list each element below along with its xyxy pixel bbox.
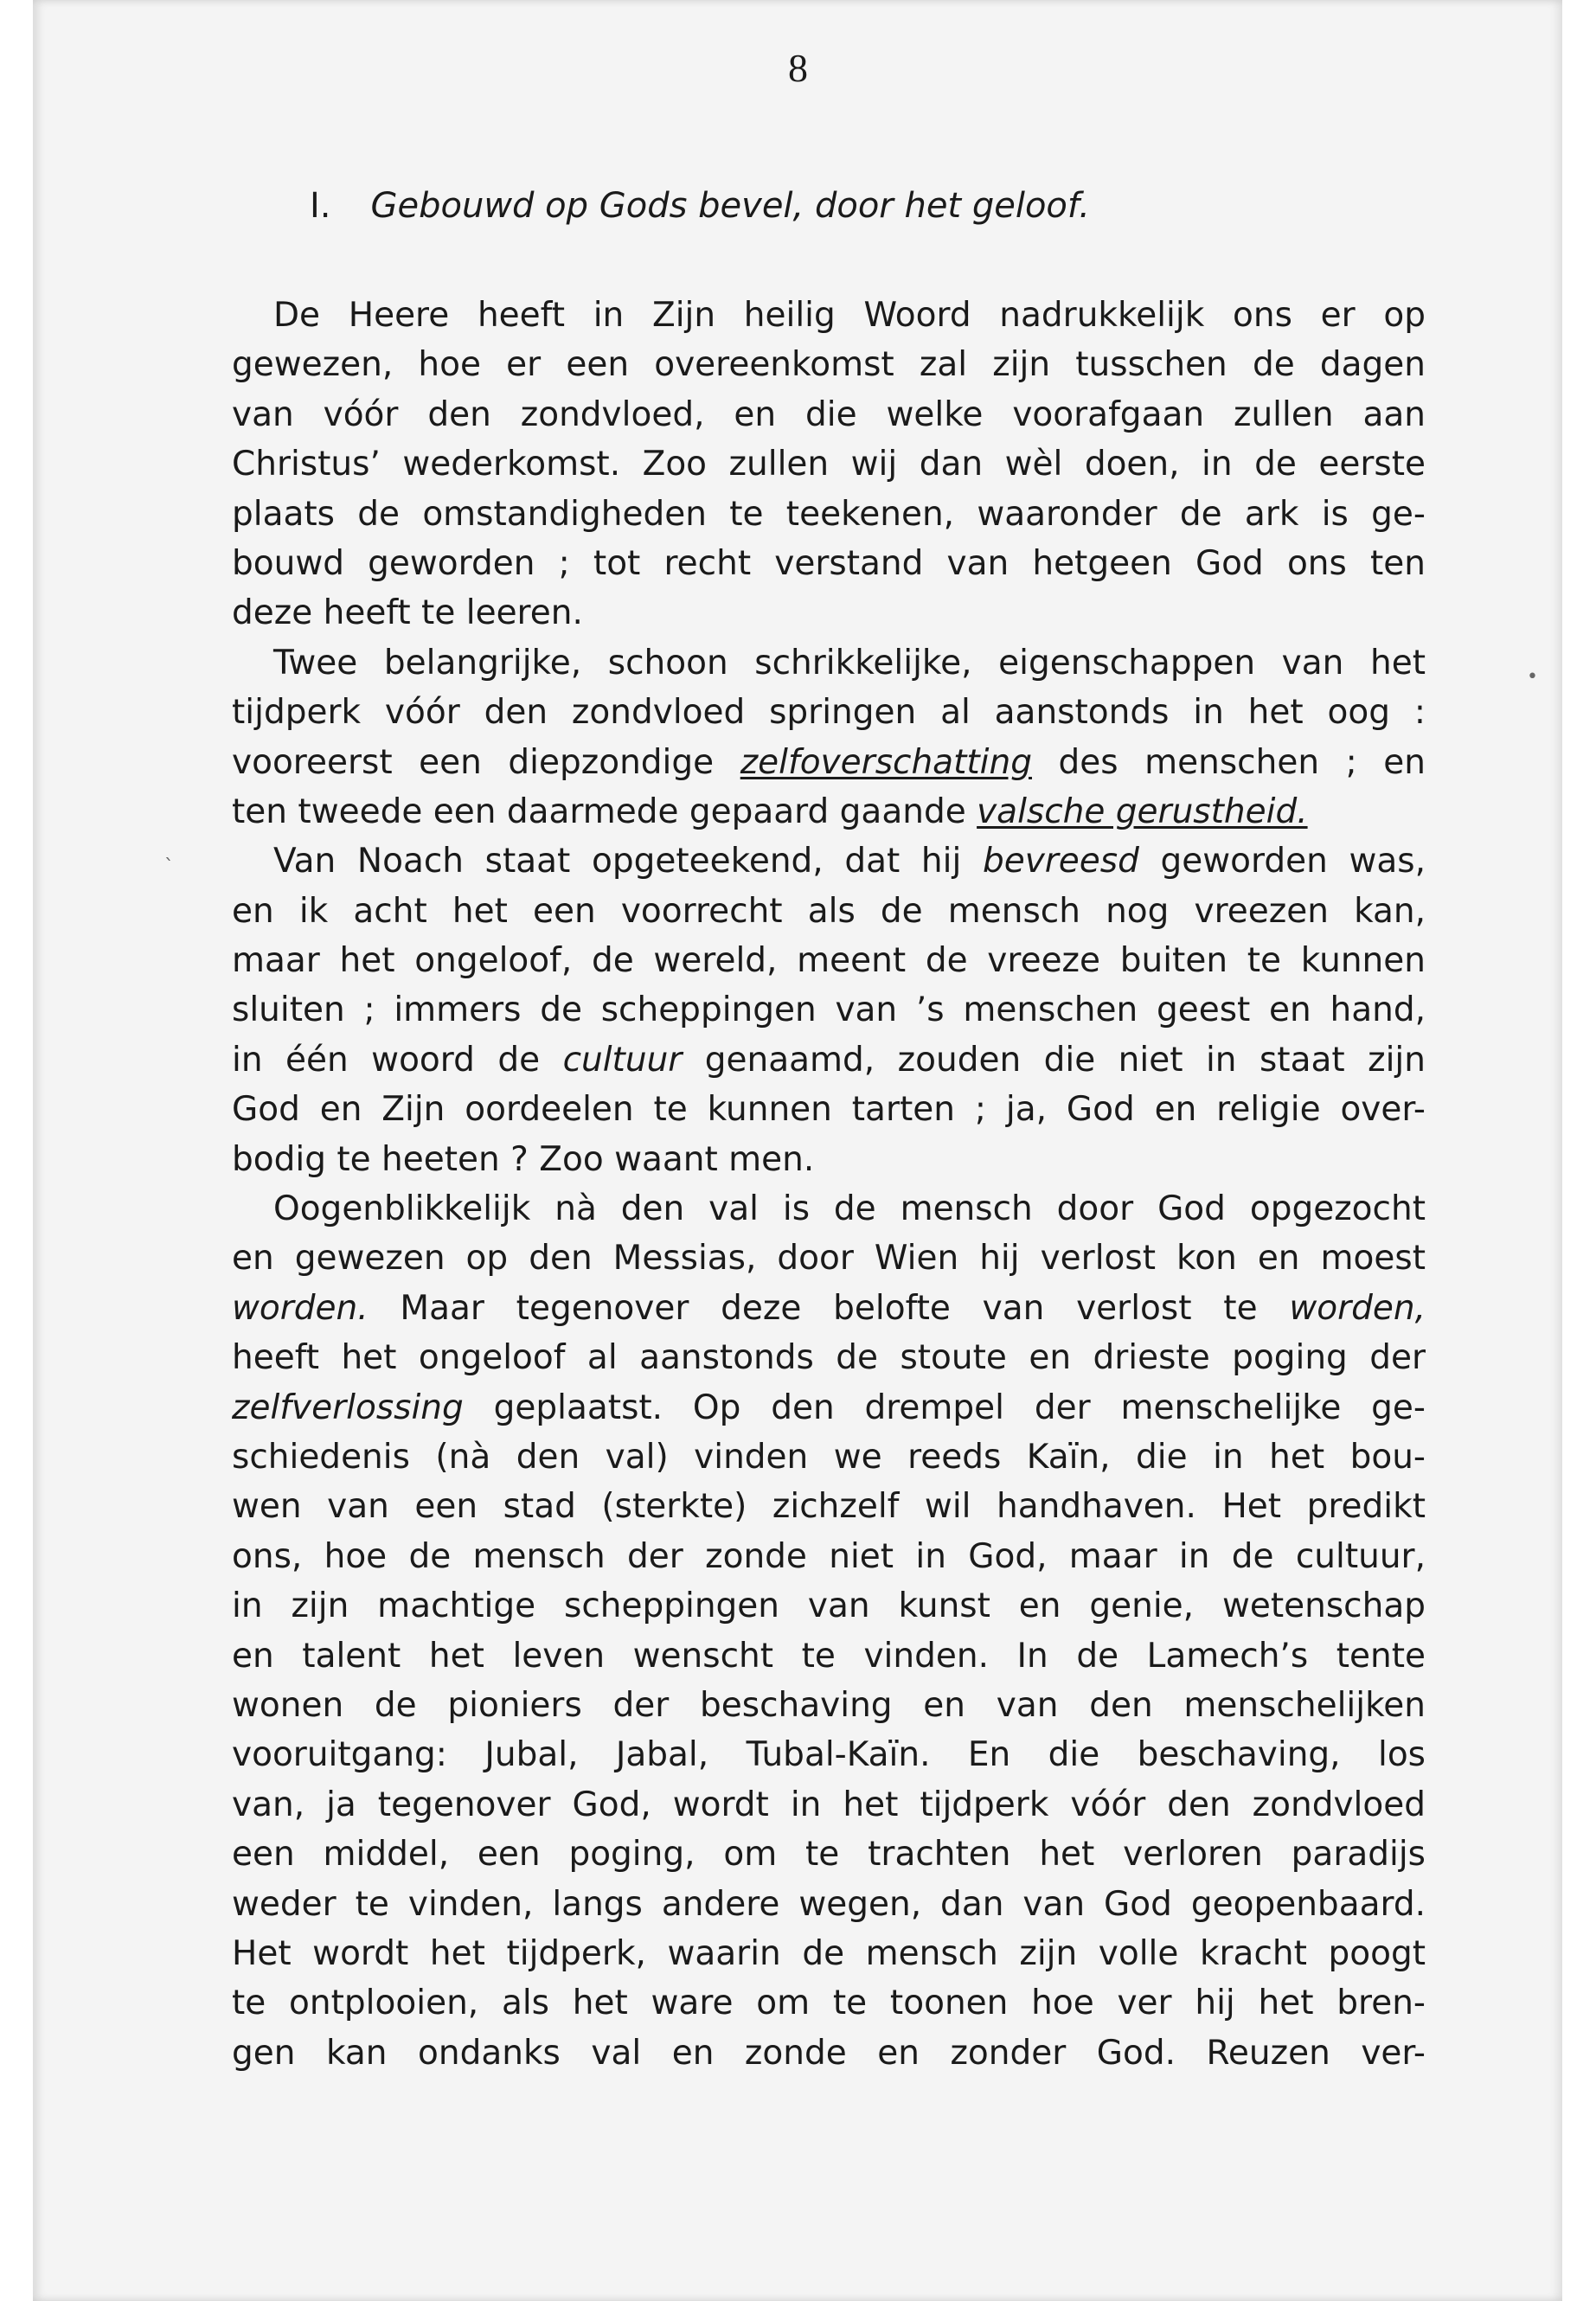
- text-line: [232, 490, 1426, 539]
- text-line: [232, 738, 1426, 787]
- text-line: [232, 1184, 1426, 1234]
- text-line: [232, 539, 1426, 588]
- text-segment: bevreesd: [982, 842, 1139, 881]
- text-segment: wen van een stad (sterkte) zichzelf wil handhaven. Het predikt: [232, 1487, 1426, 1527]
- text-line: [232, 936, 1426, 985]
- text-segment: en ik acht het een voorrecht als de mensch nog vreezen kan,: [232, 891, 1426, 931]
- text-line: [232, 1234, 1426, 1283]
- text-segment: des menschen ; en: [1031, 742, 1426, 782]
- text-segment: Twee belangrijke, schoon schrikkelijke, eigenschappen van het: [273, 643, 1426, 683]
- text-segment: zelfverlossing: [232, 1388, 464, 1427]
- text-line: [232, 2029, 1426, 2078]
- text-line: [232, 1830, 1426, 1879]
- section-number: I.: [310, 186, 331, 226]
- text-line: [232, 1333, 1426, 1382]
- text-segment: maar het ongeloof, de wereld, meent de vreeze buiten te kunnen: [232, 941, 1426, 981]
- text-line: [232, 1880, 1426, 1929]
- text-segment: bouwd geworden ; tot recht verstand van hetgeen God ons ten: [232, 543, 1426, 583]
- text-segment: ons, hoe de mensch der zonde niet in God, maar in de cultuur,: [232, 1536, 1426, 1576]
- text-segment: deze heeft te leeren.: [232, 593, 583, 633]
- text-segment: een middel, een poging, om te trachten het verloren paradijs: [232, 1835, 1426, 1875]
- text-line: [232, 1631, 1426, 1681]
- text-line: [232, 985, 1426, 1035]
- text-segment: gewezen, hoe er een overeenkomst zal zijn tusschen de dagen: [232, 345, 1426, 385]
- text-segment: van, ja tegenover God, wordt in het tijdperk vóór den zondvloed: [232, 1785, 1426, 1824]
- section-title: Gebouwd op Gods bevel, door het geloof.: [370, 186, 1090, 226]
- text-segment: cultuur: [562, 1040, 683, 1080]
- text-segment: Oogenblikkelijk nà den val is de mensch door God opgezocht: [273, 1189, 1426, 1229]
- text-line: [232, 688, 1426, 737]
- text-segment: God en Zijn oordeelen te kunnen tarten ; ja, God en religie over-: [232, 1090, 1426, 1130]
- text-segment: Het wordt het tijdperk, waarin de mensch zijn volle kracht poogt: [232, 1933, 1426, 1973]
- text-line: [232, 1135, 1426, 1184]
- text-segment: ten tweede een daarmede gepaard gaande: [232, 792, 977, 831]
- text-segment: Van Noach staat opgeteekend, dat hij: [273, 842, 983, 881]
- body-text: [232, 291, 1426, 2078]
- text-line: [232, 291, 1426, 340]
- text-segment: geplaatst. Op den drempel der menschelijke ge-: [463, 1388, 1426, 1427]
- text-segment: in één woord de: [232, 1040, 563, 1080]
- text-segment: tijdperk vóór den zondvloed springen al aanstonds in het oog :: [232, 693, 1426, 733]
- text-line: [232, 1482, 1426, 1531]
- text-line: [232, 1383, 1426, 1433]
- text-segment: van vóór den zondvloed, en die welke voorafgaan zullen aan: [232, 394, 1426, 434]
- text-line: [232, 1780, 1426, 1830]
- text-line: [232, 1978, 1426, 2028]
- page-number: 8: [788, 46, 808, 90]
- text-segment: geworden was,: [1138, 842, 1426, 881]
- text-segment: Maar tegenover deze belofte van verlost te: [368, 1288, 1290, 1328]
- text-segment: en talent het leven wenscht te vinden. In de Lamech’s tente: [232, 1636, 1426, 1676]
- text-line: [232, 1581, 1426, 1631]
- text-segment: vooruitgang: Jubal, Jabal, Tubal-Kaïn. En die beschaving, los: [232, 1735, 1426, 1775]
- text-line: [232, 1284, 1426, 1333]
- text-line: [232, 787, 1426, 836]
- text-segment: genaamd, zouden die niet in staat zijn: [682, 1040, 1426, 1080]
- text-line: [232, 1035, 1426, 1085]
- text-segment: valsche gerustheid.: [977, 792, 1308, 831]
- text-line: [232, 836, 1426, 886]
- text-segment: te ontplooien, als het ware om te toonen hoe ver hij het bren-: [232, 1984, 1426, 2023]
- text-segment: wonen de pioniers der beschaving en van den menschelijken: [232, 1685, 1426, 1725]
- margin-speck: •: [1527, 666, 1538, 688]
- text-line: [232, 1532, 1426, 1581]
- text-line: [232, 1433, 1426, 1482]
- text-segment: schiedenis (nà den val) vinden we reeds Kaïn, die in het bou-: [232, 1437, 1426, 1477]
- text-line: [232, 390, 1426, 439]
- text-line: [232, 439, 1426, 489]
- text-segment: en gewezen op den Messias, door Wien hij verlost kon en moest: [232, 1239, 1426, 1279]
- text-segment: De Heere heeft in Zijn heilig Woord nadrukkelijk ons er op: [273, 296, 1426, 335]
- text-segment: gen kan ondanks val en zonde en zonder God. Reuzen ver-: [232, 2033, 1426, 2073]
- text-segment: weder te vinden, langs andere wegen, dan van God geopenbaard.: [232, 1884, 1426, 1924]
- text-segment: vooreerst een diepzondige: [232, 742, 740, 782]
- text-segment: zelfoverschatting: [740, 742, 1032, 782]
- text-line: [232, 887, 1426, 936]
- text-segment: in zijn machtige scheppingen van kunst en genie, wetenschap: [232, 1586, 1426, 1626]
- text-segment: sluiten ; immers de scheppingen van ’s menschen geest en hand,: [232, 990, 1426, 1030]
- text-segment: heeft het ongeloof al aanstonds de stoute en drieste poging der: [232, 1338, 1426, 1378]
- text-segment: plaats de omstandigheden te teekenen, waaronder de ark is ge-: [232, 494, 1426, 534]
- text-line: [232, 1681, 1426, 1730]
- text-segment: worden.: [232, 1288, 369, 1328]
- text-line: [232, 638, 1426, 688]
- text-segment: Christus’ wederkomst. Zoo zullen wij dan wèl doen, in de eerste: [232, 445, 1426, 484]
- text-segment: worden,: [1289, 1288, 1426, 1328]
- text-line: [232, 588, 1426, 638]
- text-line: [232, 1929, 1426, 1978]
- text-segment: bodig te heeten ? Zoo waant men.: [232, 1139, 815, 1179]
- text-line: [232, 1085, 1426, 1134]
- text-line: [232, 1730, 1426, 1779]
- margin-speck: `: [164, 856, 174, 878]
- text-line: [232, 340, 1426, 389]
- section-heading: [310, 186, 1090, 226]
